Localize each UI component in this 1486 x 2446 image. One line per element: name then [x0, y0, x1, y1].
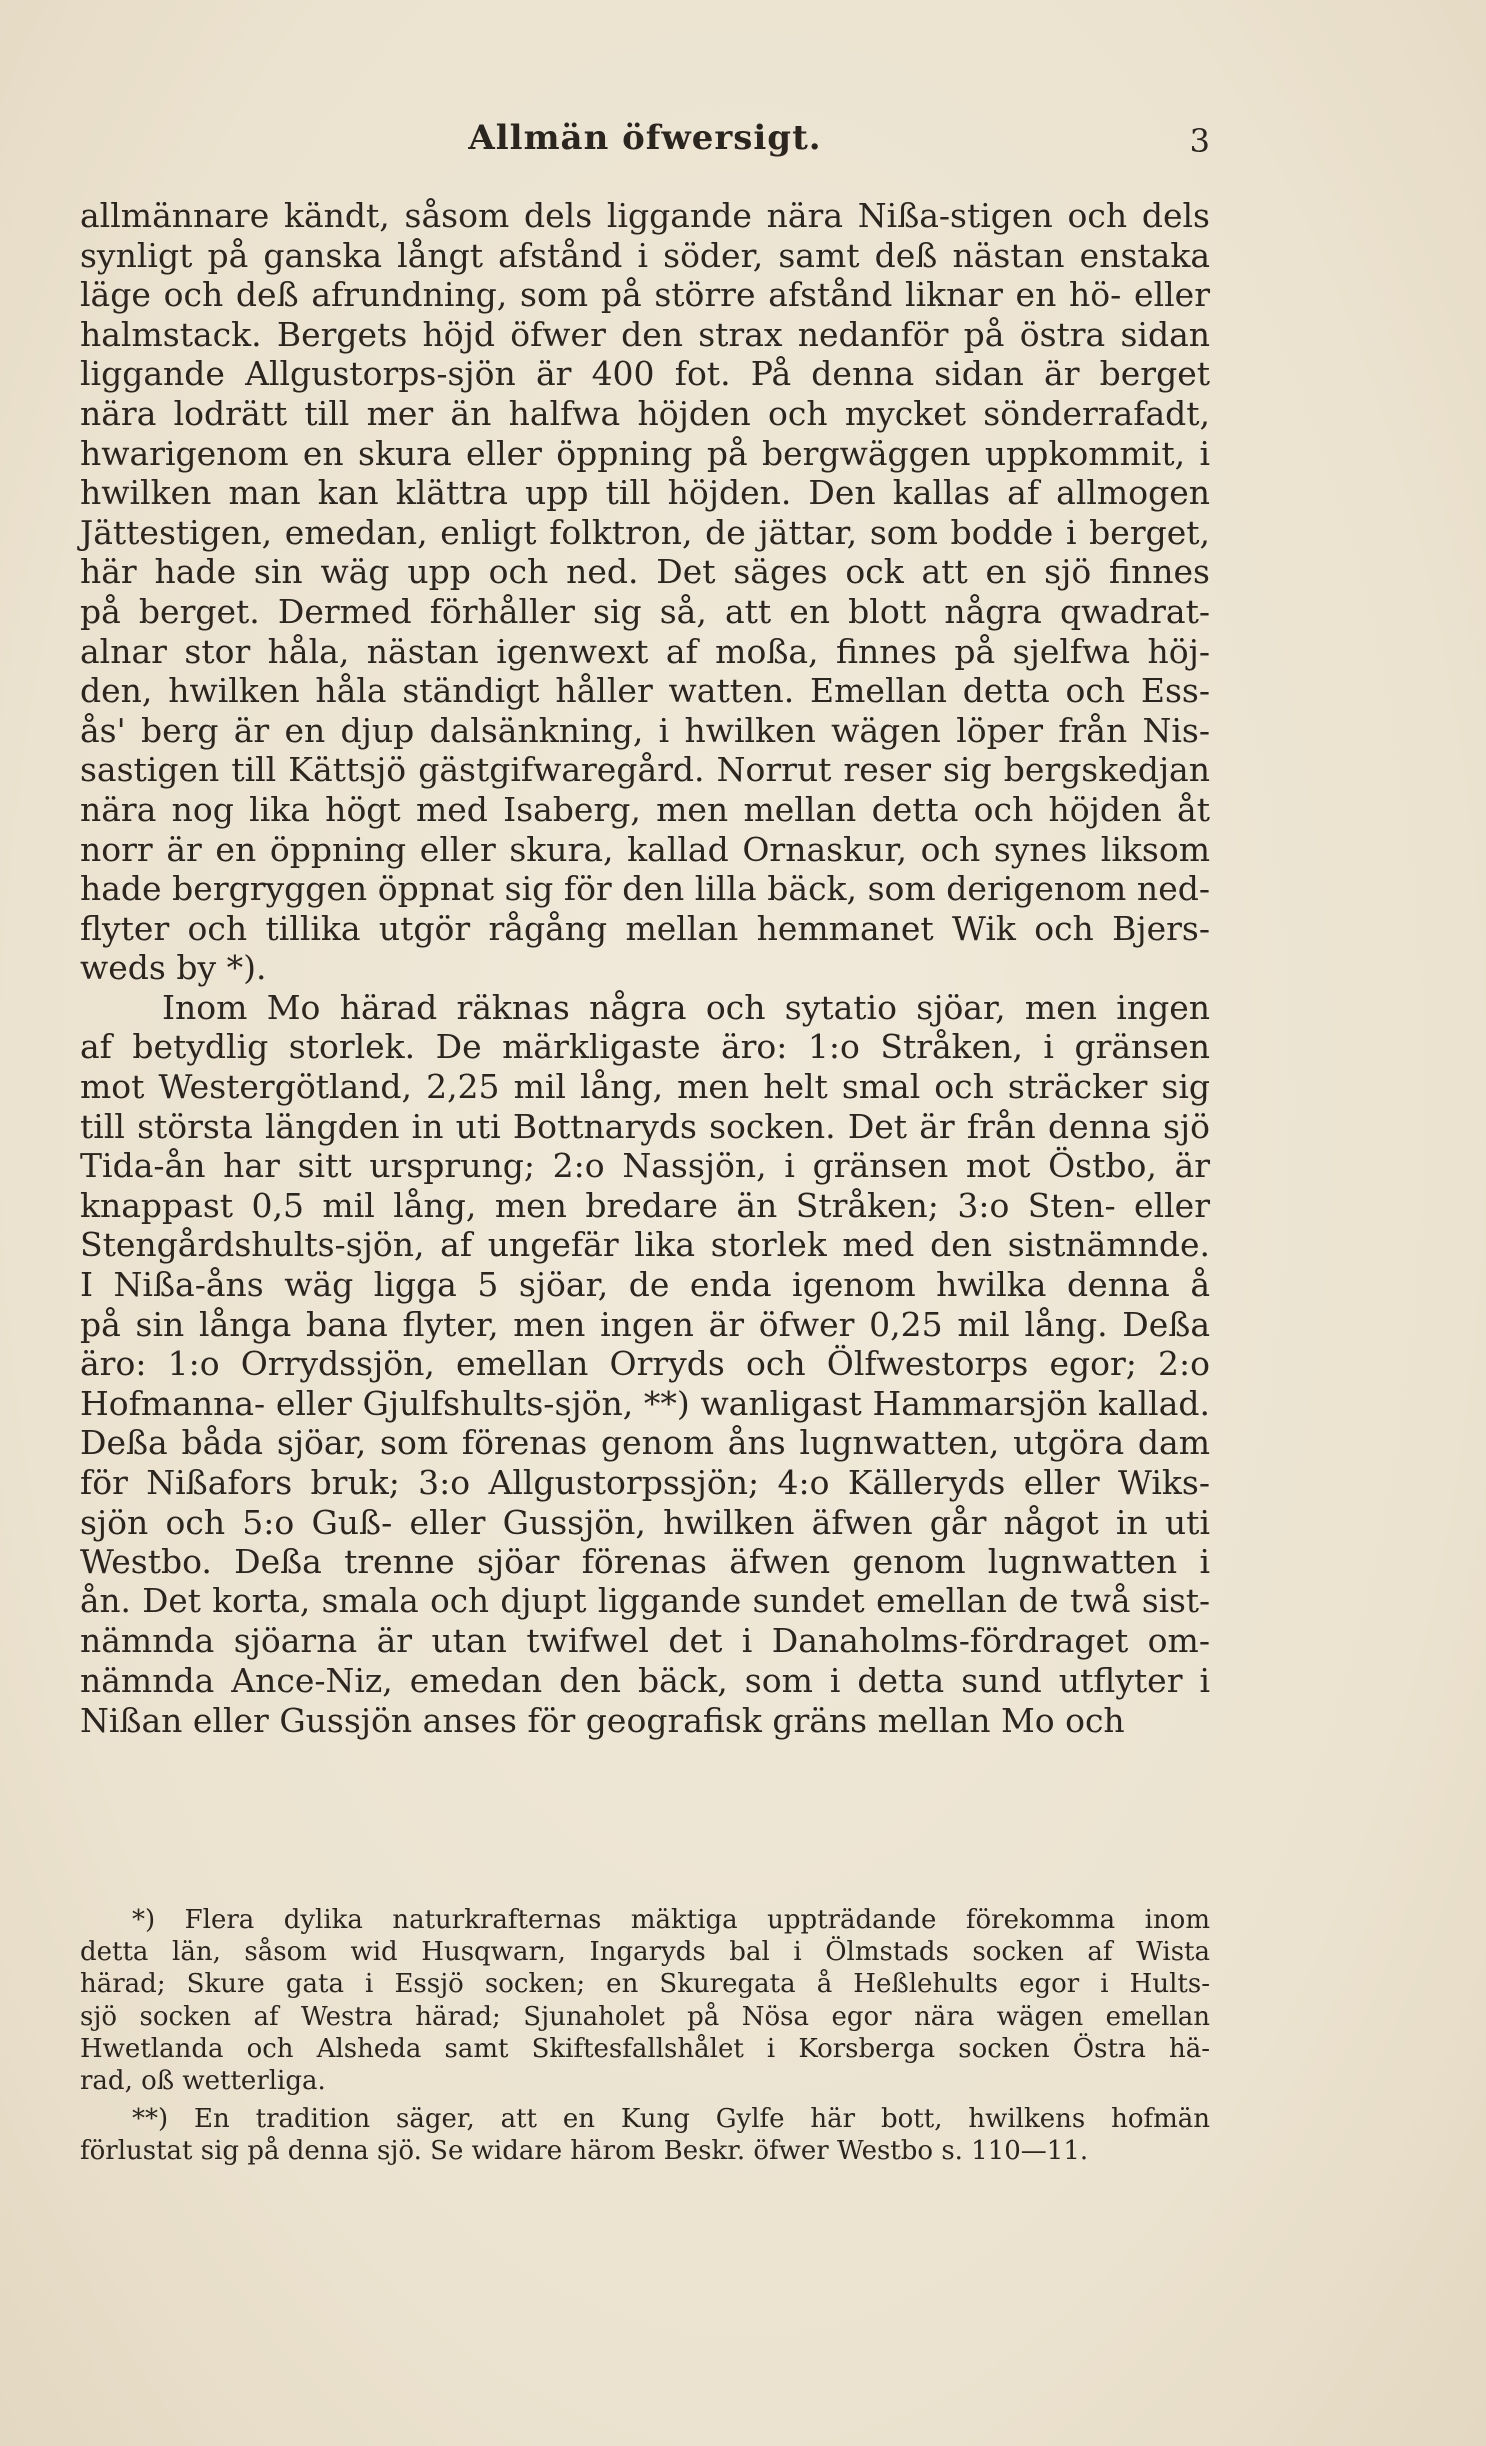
page-number: 3 — [1189, 122, 1210, 160]
text-line: I Nißa-åns wäg ligga 5 sjöar, de enda igenom hwilka denna å — [80, 1265, 1210, 1305]
footnote-line: förlustat sig på denna sjö. Se widare härom Beskr. öfwer Westbo s. 110—11. — [80, 2136, 1089, 2167]
text-line: här hade sin wäg upp och ned. Det säges ock att en sjö finnes — [80, 552, 1210, 592]
footnote-line: sjö socken af Westra härad; Sjunaholet på Nösa egor nära wägen emellan — [80, 2001, 1210, 2032]
text-line: hwilken man kan klättra upp till höjden. Den kallas af allmogen — [80, 473, 1210, 513]
text-line: den, hwilken håla ständigt håller watten. Emellan detta och Ess- — [80, 671, 1210, 711]
paragraph-end-line: weds by *). — [80, 948, 267, 988]
text-line: till största längden in uti Bottnaryds socken. Det är från denna sjö — [80, 1106, 1210, 1146]
text-line: allmännare kändt, såsom dels liggande nära Nißa-stigen och dels — [80, 196, 1210, 235]
text-line: af betydlig storlek. De märkligaste äro: 1:o Stråken, i gränsen — [80, 1027, 1210, 1067]
text-line: synligt på ganska långt afstånd i söder, samt deß nästan enstaka — [80, 235, 1210, 275]
text-line: mot Westergötland, 2,25 mil lång, men helt smal och sträcker sig — [80, 1067, 1210, 1107]
text-line: Hofmanna- eller Gjulfshults-sjön, **) wanligast Hammarsjön kallad. — [80, 1383, 1210, 1423]
text-line: nämnda sjöarna är utan twifwel det i Danaholms-fördraget om- — [80, 1621, 1210, 1661]
text-line: ås' berg är en djup dalsänkning, i hwilken wägen löper från Nis- — [80, 710, 1210, 750]
text-line: norr är en öppning eller skura, kallad Ornaskur, och synes liksom — [80, 829, 1210, 869]
footnotes — [80, 1904, 1210, 2168]
text-line: flyter och tillika utgör rågång mellan hemmanet Wik och Bjers- — [80, 908, 1210, 948]
text-line: nära lodrätt till mer än halfwa höjden och mycket sönderrafadt, — [80, 393, 1210, 433]
text-line: halmstack. Bergets höjd öfwer den strax nedanför på östra sidan — [80, 314, 1210, 354]
page-header — [80, 118, 1210, 168]
text-line: för Nißafors bruk; 3:o Allgustorpssjön; 4:o Källeryds eller Wiks- — [80, 1463, 1210, 1502]
running-title: Allmän öfwersigt. — [468, 118, 822, 158]
text-line: hade bergryggen öppnat sig för den lilla bäck, som derigenom ned- — [80, 869, 1210, 909]
body-text — [80, 196, 1210, 1740]
footnote-line: **) En tradition säger, att en Kung Gylfe här bott, hwilkens hofmän — [132, 2104, 1210, 2135]
text-line: hwarigenom en skura eller öppning på bergwäggen uppkommit, i — [80, 433, 1210, 473]
text-line: Deßa båda sjöar, som förenas genom åns lugnwatten, utgöra dam — [80, 1423, 1210, 1463]
text-line: äro: 1:o Orrydssjön, emellan Orryds och Ölfwestorps egor; 2:o — [80, 1344, 1210, 1384]
text-line: sjön och 5:o Guß- eller Gussjön, hwilken äfwen går något in uti — [80, 1502, 1210, 1542]
text-line: Stengårdshults-sjön, af ungefär lika storlek med den sistnämnde. — [80, 1225, 1210, 1265]
text-line: Nißan eller Gussjön anses för geografisk gräns mellan Mo och — [80, 1700, 1125, 1740]
text-line: Jättestigen, emedan, enligt folktron, de jättar, som bodde i berget, — [80, 512, 1210, 552]
text-line: sastigen till Kättsjö gästgifwaregård. Norrut reser sig bergskedjan — [80, 750, 1210, 790]
text-line: liggande Allgustorps-sjön är 400 fot. På denna sidan är berget — [80, 354, 1210, 394]
text-line: på berget. Dermed förhåller sig så, att en blott några qwadrat- — [80, 591, 1210, 631]
footnote — [80, 2103, 1210, 2167]
text-line: knappast 0,5 mil lång, men bredare än Stråken; 3:o Sten- eller — [80, 1185, 1210, 1225]
footnote-line: Hwetlanda och Alsheda samt Skiftesfallshålet i Korsberga socken Östra hä- — [80, 2033, 1210, 2064]
text-line: Tida-ån har sitt ursprung; 2:o Nassjön, i gränsen mot Östbo, är — [80, 1146, 1210, 1186]
footnote — [80, 1904, 1210, 2097]
text-line: nämnda Ance-Niz, emedan den bäck, som i detta sund utflyter i — [80, 1660, 1210, 1700]
footnote-line: härad; Skure gata i Essjö socken; en Skuregata å Heßlehults egor i Hults- — [80, 1969, 1210, 2000]
text-line: läge och deß afrundning, som på större afstånd liknar en hö- eller — [80, 275, 1210, 315]
paragraph-start-line: Inom Mo härad räknas några och sytatio sjöar, men ingen — [162, 987, 1210, 1027]
footnote-line: *) Flera dylika naturkrafternas mäktiga uppträdande förekomma inom — [132, 1905, 1210, 1935]
text-line: Westbo. Deßa trenne sjöar förenas äfwen genom lugnwatten i — [80, 1542, 1210, 1582]
footnote-line: rad, oß wetterliga. — [80, 2065, 326, 2096]
text-line: nära nog lika högt med Isaberg, men mellan detta och höjden åt — [80, 789, 1210, 829]
text-line: alnar stor håla, nästan igenwext af moßa, finnes på sjelfwa höj- — [80, 631, 1210, 671]
footnote-line: detta län, såsom wid Husqwarn, Ingaryds bal i Ölmstads socken af Wista — [80, 1937, 1210, 1968]
text-line: på sin långa bana flyter, men ingen är öfwer 0,25 mil lång. Deßa — [80, 1304, 1210, 1344]
text-line: ån. Det korta, smala och djupt liggande sundet emellan de twå sist- — [80, 1581, 1210, 1620]
